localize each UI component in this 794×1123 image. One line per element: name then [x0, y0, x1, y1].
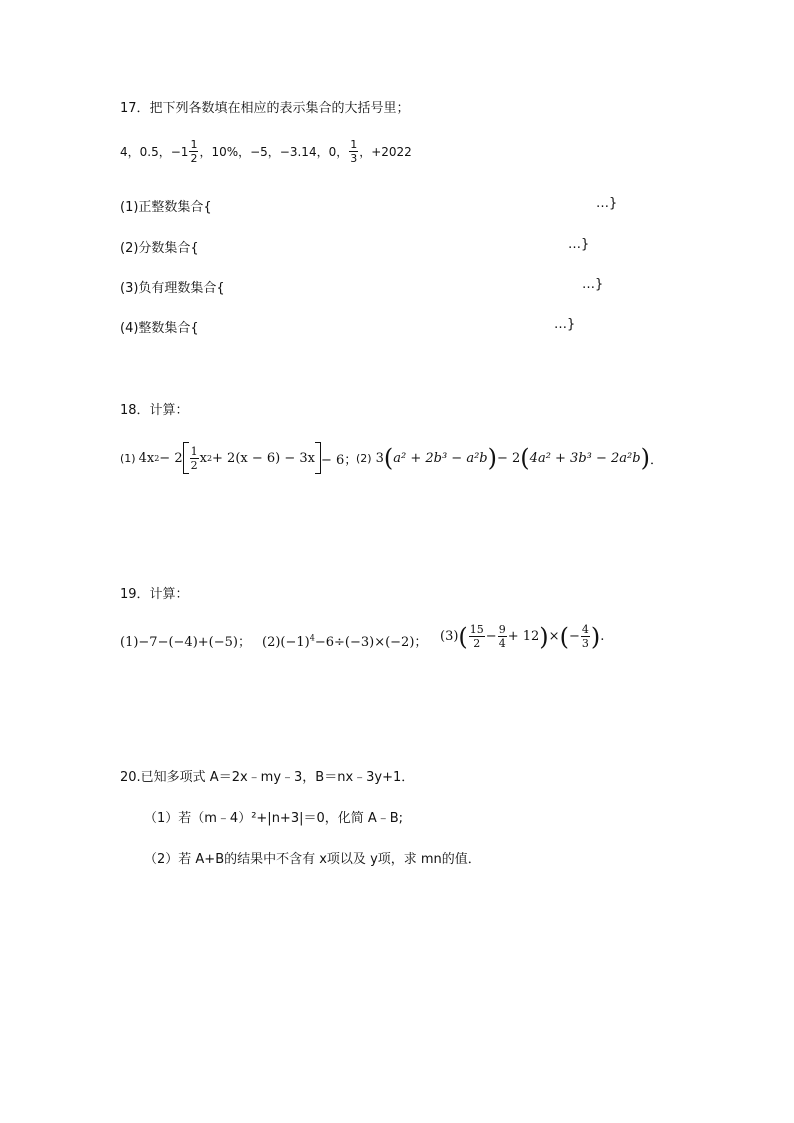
q19-f1 [469, 624, 485, 649]
set-1-end: …} [596, 196, 618, 211]
q17-one-third [349, 139, 358, 164]
q18-title: 18．计算： [120, 403, 189, 418]
q18-p2-inner1: a² + 2b³ − a²b [393, 450, 488, 466]
q18-p1-fden: 2 [190, 458, 198, 472]
q18-p1-t3: x [199, 450, 207, 466]
q18-problem-2 [356, 446, 663, 470]
q19-title: 19．计算： [120, 587, 189, 602]
q19-p2-b: −6÷(−3)×(−2)； [314, 635, 428, 650]
right-paren: ) [487, 444, 497, 472]
q19-p2-a: (2)(−1) [262, 635, 310, 650]
right-paren: ) [640, 444, 650, 472]
q18-p1-fnum: 1 [190, 444, 198, 458]
q19-op1: − [485, 629, 497, 644]
q18-p1-t5: − 6； [321, 452, 358, 468]
q18-p1-t3-exp: 2 [206, 453, 213, 463]
q17-mixed-den: 2 [190, 152, 198, 165]
q18-p1-label: (1) [120, 451, 136, 465]
q20-title: 20.已知多项式 A＝2x﹣my﹣3，B＝nx﹣3y+1． [120, 770, 415, 785]
right-paren: ) [539, 622, 549, 651]
q18-problem-1 [120, 442, 357, 474]
q20-part-1: （1）若（m﹣4）²+|n+3|＝0，化简 A﹣B; [144, 811, 404, 826]
q19-f2-den: 4 [498, 637, 506, 650]
q20-part-2: （2）若 A+B的结果中不含有 x项以及 y项，求 mn的值． [144, 852, 481, 867]
q19-f3-num: 4 [581, 623, 589, 636]
q18-p1-half [190, 446, 199, 471]
q19-f3 [581, 624, 590, 649]
q17-frac-den: 3 [350, 152, 358, 165]
q19-neg: − [568, 629, 580, 644]
q19-op2: + 12 [507, 629, 540, 644]
q18-p1-t1-exp: 2 [154, 453, 160, 463]
q18-p1-t4: + 2(x − 6) − 3x [212, 450, 315, 466]
set-2-label: (2)分数集合{ [120, 241, 199, 256]
q19-times: × [548, 629, 560, 644]
q19-f1-num: 15 [469, 623, 484, 636]
q17-frac-num: 1 [350, 138, 358, 151]
left-square-bracket [183, 442, 189, 474]
q18-p2-inner2: 4a² + 3b³ − 2a²b [529, 450, 641, 466]
left-paren: ( [458, 622, 468, 651]
q19-p3-label: (3) [440, 629, 459, 644]
q17-numbers-a: 4，0.5， [120, 145, 171, 159]
q19-end: . [600, 629, 605, 644]
q17-mixed-num: 1 [190, 138, 198, 151]
set-1-label: (1)正整数集合{ [120, 200, 212, 215]
left-paren: ( [383, 444, 394, 472]
q18-p2-end: ． [649, 452, 663, 468]
q17-mixed-fraction [189, 139, 198, 164]
q19-problem-3 [440, 624, 604, 649]
set-4-label: (4)整数集合{ [120, 321, 199, 336]
right-paren: ) [590, 622, 601, 651]
q17-title: 17．把下列各数填在相应的表示集合的大括号里； [120, 101, 410, 116]
q19-f2 [498, 624, 507, 649]
q18-p1-t1: 4x [138, 450, 155, 466]
q18-p2-t2: − 2 [497, 450, 521, 466]
q17-mixed-sign: −1 [170, 144, 189, 159]
q19-problem-1: (1)−7−(−4)+(−5)； [120, 635, 251, 650]
q19-problem-2 [262, 631, 427, 650]
left-paren: ( [559, 622, 569, 651]
set-3-end: …} [582, 277, 604, 292]
set-3-label: (3)负有理数集合{ [120, 281, 225, 296]
q18-p2-t1: 3 [375, 450, 384, 466]
q19-f3-den: 3 [581, 637, 589, 650]
q18-p2-label: (2) [356, 451, 372, 465]
set-4-end: …} [554, 317, 576, 332]
q17-numbers-c: ，+2022 [359, 145, 412, 159]
q17-numbers-b: ，10%，−5，−3.14，0， [199, 145, 349, 159]
q19-f1-den: 2 [473, 637, 481, 650]
q17-number-list [120, 139, 412, 164]
q19-f2-num: 9 [498, 623, 506, 636]
q19-p2-exp: 4 [309, 633, 315, 643]
q18-p1-t2: − 2 [159, 450, 183, 466]
left-paren: ( [520, 444, 530, 472]
set-2-end: …} [568, 237, 590, 252]
